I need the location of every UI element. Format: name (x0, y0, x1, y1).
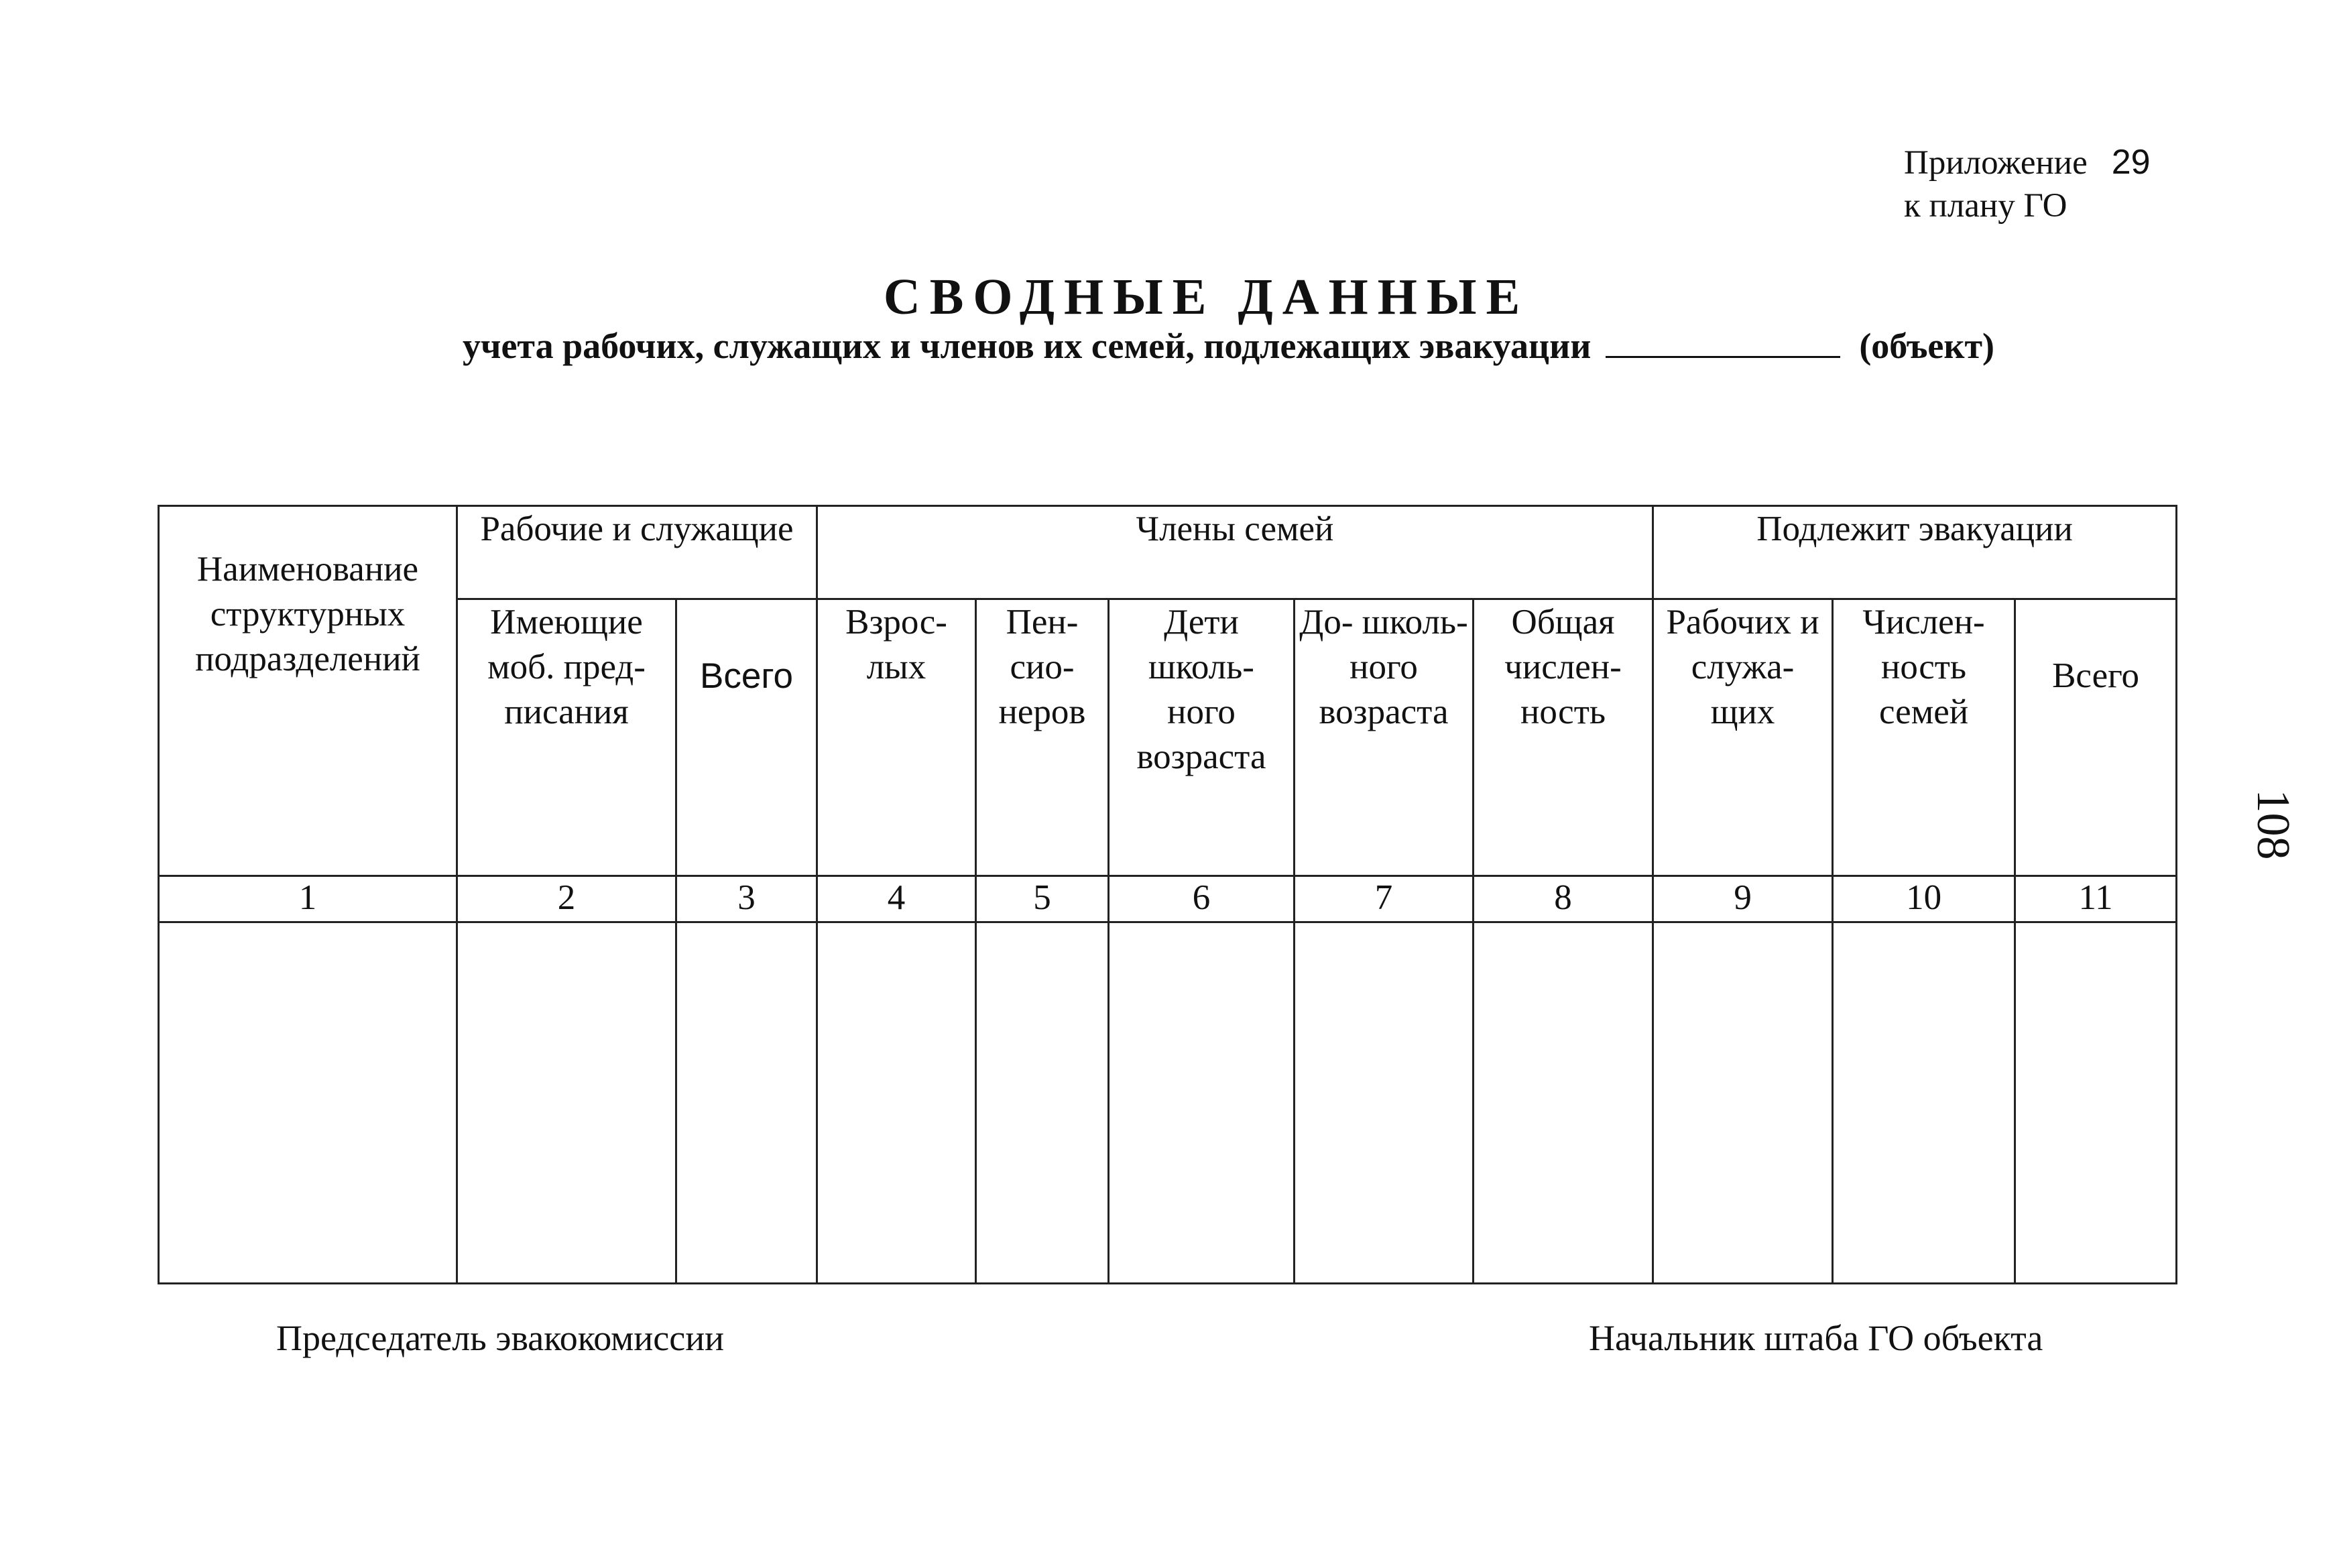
object-blank-line (1606, 329, 1840, 358)
header-pensioners: Пен- сио- неров (976, 599, 1109, 876)
column-number: 1 (159, 876, 457, 922)
table-cell (2015, 922, 2177, 1284)
column-number: 8 (1474, 876, 1653, 922)
header-evacuation-group: Подлежит эвакуации (1653, 506, 2177, 599)
header-school-children: Дети школь- ного возраста (1109, 599, 1295, 876)
header-evac-families: Числен- ность семей (1833, 599, 2015, 876)
header-evac-workers: Рабочих и служа- щих (1653, 599, 1833, 876)
header-subdivisions: Наименование структурных подразделений (159, 506, 457, 876)
header-mob-orders: Имеющие моб. пред- писания (457, 599, 676, 876)
header-evac-total: Всего (2015, 599, 2177, 876)
table-cell (1833, 922, 2015, 1284)
column-number: 10 (1833, 876, 2015, 922)
column-number: 9 (1653, 876, 1833, 922)
table-cell (1109, 922, 1295, 1284)
table-cell (457, 922, 676, 1284)
subtitle-suffix: (объект) (1859, 326, 1995, 366)
column-number: 6 (1109, 876, 1295, 922)
column-number: 5 (976, 876, 1109, 922)
table-cell (676, 922, 817, 1284)
header-family-total: Общая числен- ность (1474, 599, 1653, 876)
table-cell (976, 922, 1109, 1284)
column-number: 11 (2015, 876, 2177, 922)
document-subtitle (463, 325, 2206, 367)
header-workers-group: Рабочие и служащие (457, 506, 817, 599)
header-preschool-children: До- школь- ного возраста (1295, 599, 1474, 876)
appendix-line2: к плану ГО (1904, 187, 2067, 225)
table-cell (1474, 922, 1653, 1284)
appendix-label: Приложение (1904, 144, 2088, 182)
page-number: 108 (2247, 789, 2299, 860)
table-cell (159, 922, 457, 1284)
column-number: 7 (1295, 876, 1474, 922)
header-adults: Взрос- лых (817, 599, 976, 876)
header-workers-total: Всего (676, 599, 817, 876)
header-family-group: Члены семей (817, 506, 1653, 599)
subtitle-prefix: учета рабочих, служащих и членов их семей, подлежащих эвакуации (463, 326, 1592, 366)
column-number: 3 (676, 876, 817, 922)
signature-go-chief: Начальник штаба ГО объекта (1589, 1318, 2043, 1358)
column-number: 2 (457, 876, 676, 922)
appendix-note (1904, 141, 2185, 227)
document-title: СВОДНЫЕ ДАННЫЕ (883, 269, 1530, 325)
table-cell (1653, 922, 1833, 1284)
signature-evac-chairman: Председатель эвакокомиссии (276, 1318, 724, 1358)
table-cell (1295, 922, 1474, 1284)
evacuation-table (158, 505, 2177, 1284)
table-row (159, 922, 2177, 1284)
table-cell (817, 922, 976, 1284)
appendix-number: 29 (2111, 143, 2151, 182)
column-number: 4 (817, 876, 976, 922)
